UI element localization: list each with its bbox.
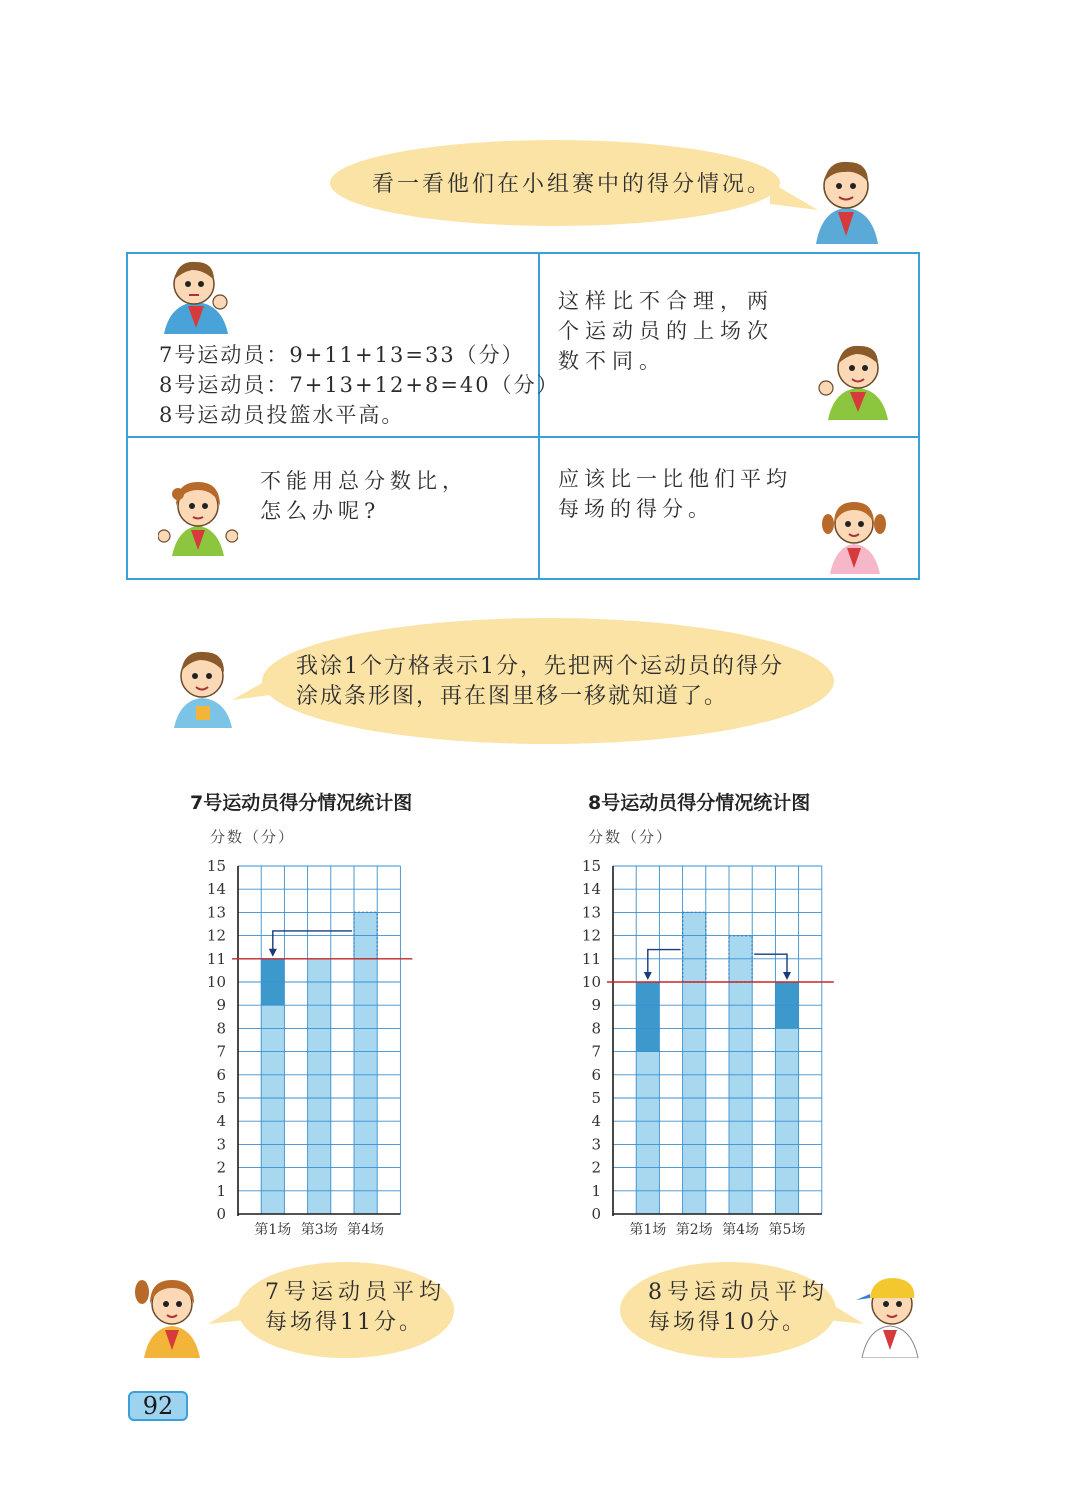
- y-tick-label: 13: [581, 903, 601, 922]
- y-tick-label: 9: [591, 996, 601, 1015]
- move-arrowhead: [644, 972, 652, 980]
- bottom-right-line2: 每场得10分。: [648, 1310, 807, 1335]
- y-tick-label: 2: [216, 1158, 226, 1177]
- y-tick-label: 7: [216, 1042, 226, 1061]
- top-bubble-text: 看一看他们在小组赛中的得分情况。: [372, 172, 773, 197]
- grid-divider-vertical: [538, 252, 540, 580]
- grid-divider-horizontal: [126, 436, 920, 438]
- girl-shrugging-icon: [158, 476, 238, 556]
- chart2-title: 8号运动员得分情况统计图: [588, 792, 811, 814]
- y-tick-label: 12: [206, 926, 226, 945]
- bottom-left-line1: 7号运动员平均: [265, 1280, 446, 1305]
- move-arrowhead: [783, 972, 791, 980]
- page-number: 92: [128, 1391, 188, 1421]
- y-tick-label: 4: [216, 1112, 226, 1131]
- boy-explaining-icon: [168, 646, 238, 728]
- y-tick-label: 7: [591, 1042, 601, 1061]
- x-tick-label: 第1场: [629, 1222, 667, 1238]
- y-tick-label: 15: [581, 857, 601, 875]
- girl-ponytail-icon: [132, 1272, 212, 1358]
- x-tick-label: 第5场: [768, 1222, 806, 1238]
- chart1-ylabel: 分数（分）: [210, 828, 296, 846]
- boy-thinking-icon: [160, 258, 232, 334]
- panel3-line2: 怎么办呢?: [260, 499, 381, 523]
- bar-excess-第2场: [683, 912, 706, 982]
- bar-fill-第1场: [636, 982, 659, 1052]
- x-tick-label: 第4场: [347, 1222, 385, 1238]
- y-tick-label: 5: [591, 1089, 601, 1107]
- y-tick-label: 6: [216, 1065, 226, 1084]
- y-tick-label: 13: [206, 903, 226, 922]
- move-arrow: [648, 950, 681, 978]
- y-tick-label: 10: [206, 973, 226, 991]
- y-tick-label: 0: [216, 1205, 226, 1223]
- boy-pointing-icon: [818, 340, 892, 420]
- y-tick-label: 14: [206, 880, 226, 899]
- y-tick-label: 8: [591, 1019, 601, 1038]
- bubble-tail: [206, 1300, 246, 1330]
- girl-pigtails-icon: [818, 494, 890, 574]
- y-tick-label: 3: [591, 1135, 601, 1154]
- panel4-line1: 应该比一比他们平均: [558, 467, 792, 491]
- panel1-line3: 8号运动员投篮水平高。: [159, 403, 405, 427]
- y-tick-label: 4: [591, 1112, 601, 1131]
- boy-cap-icon: [852, 1270, 928, 1358]
- panel4-line2: 每场的得分。: [558, 497, 714, 521]
- bottom-right-line1: 8号运动员平均: [648, 1280, 829, 1305]
- bar-第3场: [308, 959, 331, 1214]
- panel2-line3: 数不同。: [558, 349, 666, 373]
- boy-avatar-icon: [808, 156, 884, 244]
- y-tick-label: 11: [206, 949, 226, 968]
- y-tick-label: 9: [216, 996, 226, 1015]
- bottom-left-line2: 每场得11分。: [265, 1310, 424, 1335]
- bar-第1场: [636, 1052, 659, 1214]
- move-arrowhead: [269, 949, 277, 957]
- y-tick-label: 15: [206, 857, 226, 875]
- y-tick-label: 11: [581, 949, 601, 968]
- y-tick-label: 12: [581, 926, 601, 945]
- y-tick-label: 6: [591, 1065, 601, 1084]
- panel1-line1: 7号运动员：9+11+13=33（分）: [159, 343, 525, 367]
- chart1-title: 7号运动员得分情况统计图: [190, 792, 413, 814]
- x-tick-label: 第1场: [254, 1222, 292, 1238]
- x-tick-label: 第4场: [722, 1222, 760, 1238]
- chart2-bar-graph: [575, 850, 840, 1240]
- move-arrow: [754, 954, 787, 978]
- y-tick-label: 10: [581, 973, 601, 991]
- chart1-bar-graph: [200, 850, 430, 1240]
- mid-bubble-line1: 我涂1个方格表示1分，先把两个运动员的得分: [296, 654, 784, 679]
- x-tick-label: 第3场: [300, 1222, 338, 1238]
- y-tick-label: 0: [591, 1205, 601, 1223]
- y-tick-label: 8: [216, 1019, 226, 1038]
- x-tick-label: 第2场: [675, 1222, 713, 1238]
- y-tick-label: 3: [216, 1135, 226, 1154]
- y-tick-label: 14: [581, 880, 601, 899]
- y-tick-label: 5: [216, 1089, 226, 1107]
- y-tick-label: 2: [591, 1158, 601, 1177]
- y-tick-label: 1: [216, 1181, 226, 1200]
- bar-第1场: [261, 1005, 284, 1214]
- panel3-line1: 不能用总分数比，: [260, 469, 468, 493]
- mid-bubble-line2: 涂成条形图，再在图里移一移就知道了。: [296, 684, 729, 709]
- panel2-line2: 个运动员的上场次: [558, 319, 774, 343]
- panel2-line1: 这样比不合理，两: [558, 289, 774, 313]
- y-tick-label: 1: [591, 1181, 601, 1200]
- chart2-ylabel: 分数（分）: [588, 828, 674, 846]
- panel1-line2: 8号运动员：7+13+12+8=40（分）: [159, 373, 560, 397]
